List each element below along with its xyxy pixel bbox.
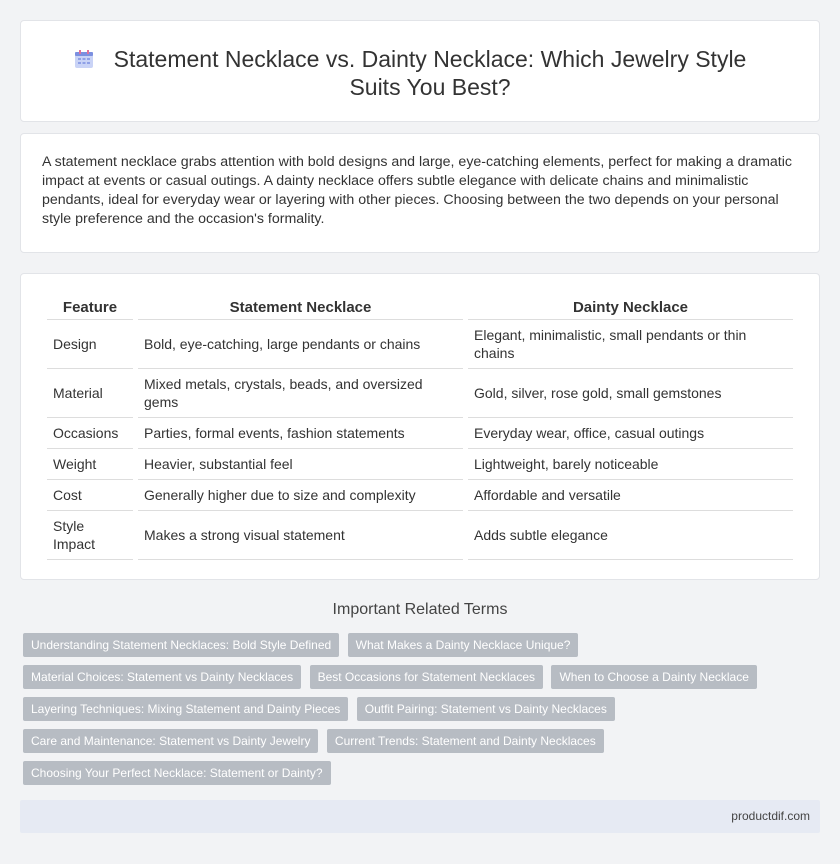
related-term-chip[interactable]: Material Choices: Statement vs Dainty Necklaces xyxy=(23,665,301,689)
footer xyxy=(20,800,820,833)
cell-statement: Heavier, substantial feel xyxy=(138,449,463,480)
related-term-chip[interactable]: Choosing Your Perfect Necklace: Statement or Dainty? xyxy=(23,761,331,785)
cell-statement: Generally higher due to size and complexity xyxy=(138,480,463,511)
cell-dainty: Affordable and versatile xyxy=(468,480,793,511)
intro-paragraph: A statement necklace grabs attention with bold designs and large, eye-catching elements, perfect for making a dramatic impact at events or casual outings. A dainty necklace offers subtle elegance with delicate chains and minimalistic pendants, ideal for everyday wear or layering with other pieces. Choosing between the two depends on your personal style preference and the occasion's formality. xyxy=(42,154,792,227)
related-term-chip[interactable]: Understanding Statement Necklaces: Bold Style Defined xyxy=(23,633,339,657)
cell-dainty: Adds subtle elegance xyxy=(468,511,793,560)
table-row xyxy=(47,320,793,369)
cell-feature: Weight xyxy=(47,449,133,480)
title-card xyxy=(20,20,820,122)
table-row xyxy=(47,480,793,511)
table-row xyxy=(47,449,793,480)
table-header-row xyxy=(47,296,793,320)
cell-dainty: Everyday wear, office, casual outings xyxy=(468,418,793,449)
cell-statement: Mixed metals, crystals, beads, and oversized gems xyxy=(138,369,463,418)
header-statement: Statement Necklace xyxy=(138,296,463,320)
table-row xyxy=(47,369,793,418)
cell-feature: Design xyxy=(47,320,133,369)
comparison-card xyxy=(20,273,820,580)
related-term-chip[interactable]: Layering Techniques: Mixing Statement and Dainty Pieces xyxy=(23,697,348,721)
cell-feature: Cost xyxy=(47,480,133,511)
footer-site-link[interactable]: productdif.com xyxy=(731,809,810,823)
related-terms-list xyxy=(23,633,783,793)
header-dainty: Dainty Necklace xyxy=(468,296,793,320)
related-term-chip[interactable]: Current Trends: Statement and Dainty Necklaces xyxy=(327,729,604,753)
cell-statement: Makes a strong visual statement xyxy=(138,511,463,560)
cell-dainty: Elegant, minimalistic, small pendants or thin chains xyxy=(468,320,793,369)
cell-dainty: Gold, silver, rose gold, small gemstones xyxy=(468,369,793,418)
cell-feature: Style Impact xyxy=(47,511,133,560)
page-title: Statement Necklace vs. Dainty Necklace: Which Jewelry Style Suits You Best? xyxy=(113,46,747,100)
header-feature: Feature xyxy=(47,296,133,320)
related-term-chip[interactable]: Best Occasions for Statement Necklaces xyxy=(310,665,543,689)
related-term-chip[interactable]: Care and Maintenance: Statement vs Dainty Jewelry xyxy=(23,729,318,753)
cell-statement: Parties, formal events, fashion statements xyxy=(138,418,463,449)
related-term-chip[interactable]: What Makes a Dainty Necklace Unique? xyxy=(348,633,579,657)
cell-feature: Material xyxy=(47,369,133,418)
cell-statement: Bold, eye-catching, large pendants or chains xyxy=(138,320,463,369)
intro-card xyxy=(20,133,820,253)
related-term-chip[interactable]: Outfit Pairing: Statement vs Dainty Necklaces xyxy=(357,697,615,721)
cell-feature: Occasions xyxy=(47,418,133,449)
comparison-table xyxy=(42,296,798,560)
table-row xyxy=(47,511,793,560)
related-term-chip[interactable]: When to Choose a Dainty Necklace xyxy=(551,665,756,689)
cell-dainty: Lightweight, barely noticeable xyxy=(468,449,793,480)
table-row xyxy=(47,418,793,449)
related-terms-title: Important Related Terms xyxy=(332,601,508,618)
